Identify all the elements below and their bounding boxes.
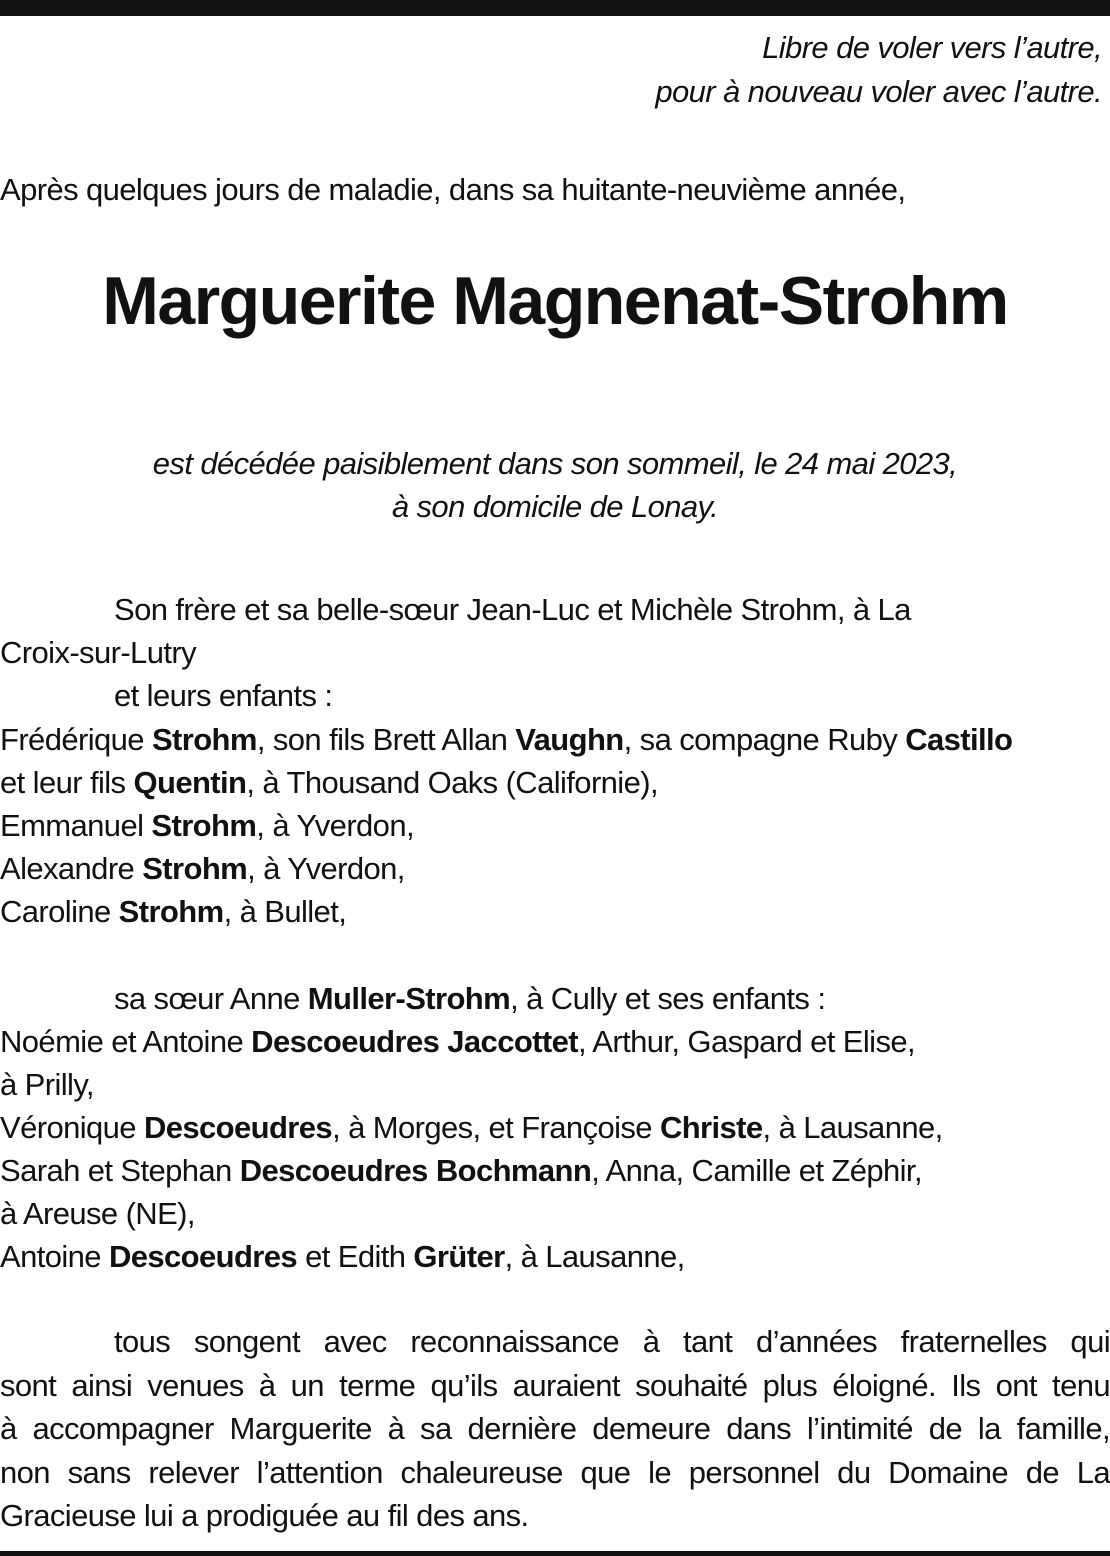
- sister-line: sa sœur Anne Muller-Strohm, à Cully et ses enfants :: [114, 981, 826, 1016]
- family-line: Emmanuel Strohm, à Yverdon,: [0, 808, 414, 843]
- family-line: Caroline Strohm, à Bullet,: [0, 894, 347, 929]
- family-line: Alexandre Strohm, à Yverdon,: [0, 851, 405, 886]
- epigraph-line-1: Libre de voler vers l’autre,: [762, 30, 1102, 65]
- family-line: à Prilly,: [0, 1067, 94, 1102]
- closing-paragraph: [0, 1320, 1110, 1538]
- brother-line-1: Son frère et sa belle-sœur Jean-Luc et Michèle Strohm, à La: [114, 592, 911, 627]
- deceased-name: Marguerite Magnenat-Strohm: [102, 263, 1008, 339]
- intro-text: Après quelques jours de maladie, dans sa huitante-neuvième année,: [0, 172, 906, 207]
- top-rule: [0, 0, 1110, 16]
- closing-line: sont ainsi venues à un terme qu’ils auraient souhaité plus éloigné. Ils ont tenu: [0, 1367, 1110, 1403]
- death-notice-line-2: à son domicile de Lonay.: [391, 489, 719, 524]
- closing-line: tous songent avec reconnaissance à tant d’années fraternelles qui: [114, 1324, 1110, 1359]
- family-line: Noémie et Antoine Descoeudres Jaccottet, Arthur, Gaspard et Elise,: [0, 1024, 916, 1059]
- epigraph-line-2: pour à nouveau voler avec l’autre.: [655, 74, 1102, 109]
- brother-children-intro: et leurs enfants :: [114, 678, 333, 713]
- death-notice-line-1: est décédée paisiblement dans son sommeil, le 24 mai 2023,: [152, 446, 958, 481]
- closing-line: Gracieuse lui a prodiguée au fil des ans.: [0, 1498, 529, 1533]
- closing-line: non sans relever l’attention chaleureuse que le personnel du Domaine de La: [0, 1454, 1110, 1490]
- bottom-rule: [0, 1551, 1110, 1556]
- family-line: Sarah et Stephan Descoeudres Bochmann, Anna, Camille et Zéphir,: [0, 1153, 922, 1188]
- family-line: et leur fils Quentin, à Thousand Oaks (Californie),: [0, 765, 658, 800]
- family-line: à Areuse (NE),: [0, 1196, 195, 1231]
- family-line: Frédérique Strohm, son fils Brett Allan Vaughn, sa compagne Ruby Castillo: [0, 722, 1013, 757]
- closing-line: à accompagner Marguerite à sa dernière demeure dans l’intimité de la famille,: [0, 1411, 1110, 1446]
- family-line: Antoine Descoeudres et Edith Grüter, à Lausanne,: [0, 1239, 685, 1274]
- brother-line-2: Croix-sur-Lutry: [0, 635, 196, 670]
- family-line: Véronique Descoeudres, à Morges, et Françoise Christe, à Lausanne,: [0, 1110, 943, 1145]
